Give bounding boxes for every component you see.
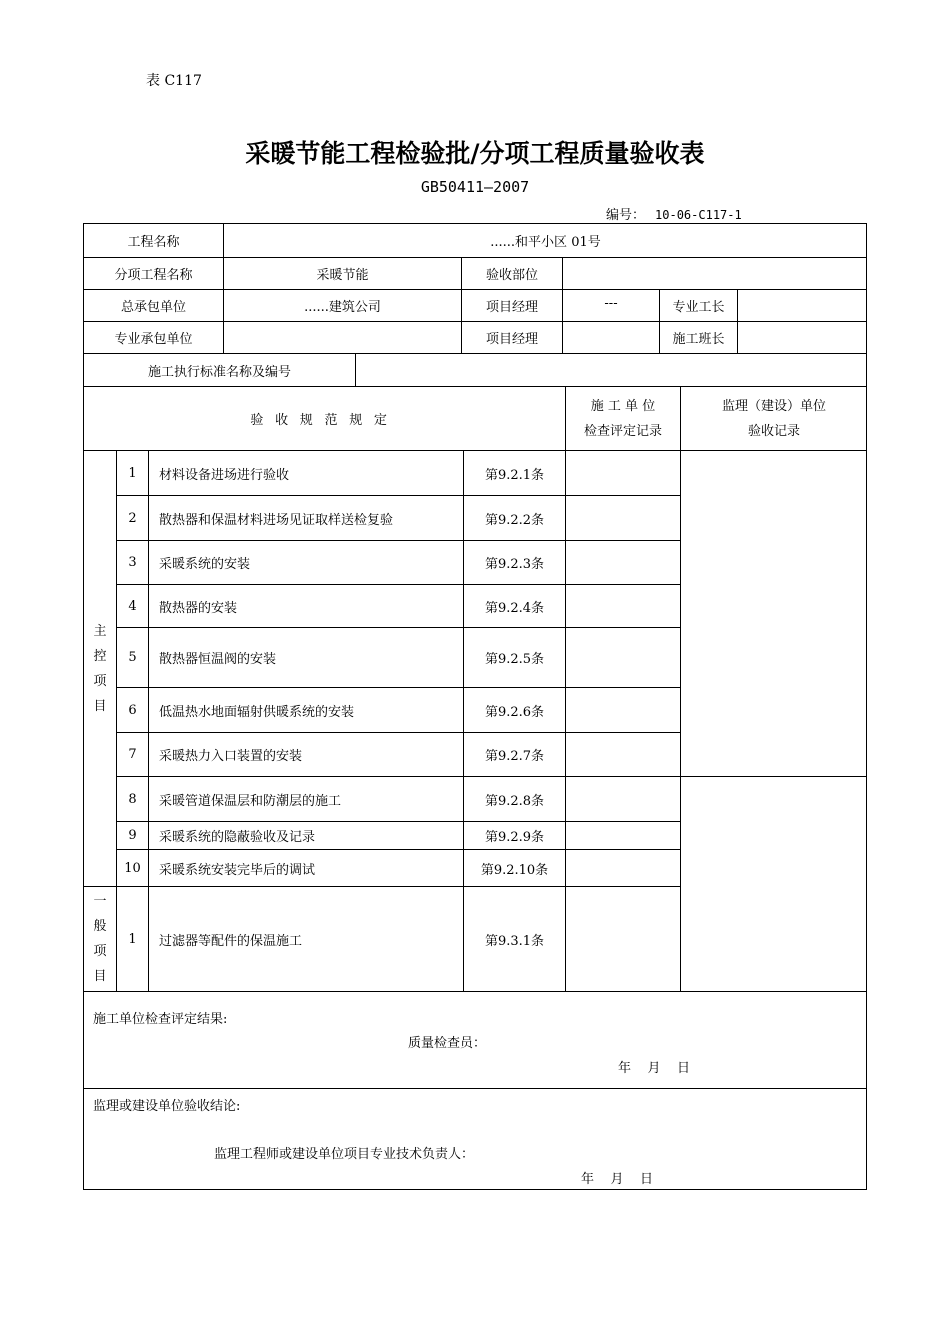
project-manager-label: 项目经理 xyxy=(485,300,538,315)
supervisor-signer-label: 监理工程师或建设单位项目专业技术负责人： xyxy=(214,1147,475,1162)
item-clause: 第9.2.4条 xyxy=(484,600,545,616)
acceptance-part-label: 验收部位 xyxy=(485,268,538,283)
project-name-label: 工程名称 xyxy=(127,235,180,250)
item-name: 散热器恒温阀的安装 xyxy=(159,652,277,667)
supervisor-header-line2: 验收记录 xyxy=(747,423,800,439)
item-clause: 第9.2.7条 xyxy=(484,749,545,764)
rule xyxy=(83,991,867,992)
spec-column-header: 验收规范规定 xyxy=(250,413,399,428)
main-control-items-label xyxy=(84,451,116,886)
item-name: 散热器和保温材料进场见证取样送检复验 xyxy=(159,512,394,528)
sub-project-label: 分项工程名称 xyxy=(114,268,193,283)
quality-inspector-label: 质量检查员： xyxy=(408,1036,487,1051)
item-number: 2 xyxy=(128,510,137,526)
item-name: 采暖热力入口装置的安装 xyxy=(159,749,303,764)
foreman-value[interactable] xyxy=(738,290,867,321)
item-clause: 第9.3.1条 xyxy=(484,933,545,949)
item-clause: 第9.2.2条 xyxy=(484,512,545,528)
standard-value[interactable] xyxy=(356,354,867,386)
item-name: 采暖系统的安装 xyxy=(159,557,251,572)
supervisor-date: 年 月 日 xyxy=(581,1172,654,1187)
team-leader-label: 施工班长 xyxy=(672,332,725,347)
item-number: 1 xyxy=(128,931,137,947)
project-name-value: ......和平小区 01号 xyxy=(490,235,601,250)
item-number: 8 xyxy=(128,791,137,807)
supervisor-result-label: 监理或建设单位验收结论: xyxy=(93,1099,241,1114)
item-name: 采暖系统安装完毕后的调试 xyxy=(159,862,316,878)
contractor-result-label: 施工单位检查评定结果: xyxy=(93,1012,228,1027)
item-number: 10 xyxy=(124,860,141,876)
group-char: 目 xyxy=(93,698,107,714)
form-label: 表 C117 xyxy=(146,73,202,89)
contractor-column-header xyxy=(566,387,680,450)
item-name: 采暖管道保温层和防潮层的施工 xyxy=(159,793,342,809)
group-char: 般 xyxy=(93,919,107,934)
group-char: 主 xyxy=(93,623,107,639)
contractor-header-line1: 施 工 单 位 xyxy=(590,398,656,414)
general-contractor-label: 总承包单位 xyxy=(120,300,186,315)
standard-label: 施工执行标准名称及编号 xyxy=(147,364,291,380)
item-name: 低温热水地面辐射供暖系统的安装 xyxy=(159,704,355,720)
sub-project-value: 采暖节能 xyxy=(316,268,369,283)
rule xyxy=(565,386,566,991)
item-number: 9 xyxy=(128,828,137,843)
group-char: 目 xyxy=(93,969,107,984)
project-manager-value-2[interactable] xyxy=(563,322,659,353)
item-number: 6 xyxy=(128,702,137,718)
form-code xyxy=(606,204,742,223)
item-number: 5 xyxy=(128,650,137,665)
standard-number: GB50411—2007 xyxy=(420,178,530,196)
item-number: 4 xyxy=(128,598,137,614)
item-number: 3 xyxy=(128,555,137,570)
contractor-header-line2: 检查评定记录 xyxy=(583,423,662,439)
acceptance-part-value[interactable] xyxy=(563,258,867,289)
item-name: 过滤器等配件的保温施工 xyxy=(159,933,303,949)
general-contractor-value: ......建筑公司 xyxy=(304,300,381,315)
form-code-value: 10-06-C117-1 xyxy=(655,208,742,222)
item-clause: 第9.2.5条 xyxy=(484,652,545,667)
page-title: 采暖节能工程检验批/分项工程质量验收表 xyxy=(245,139,705,168)
item-name: 材料设备进场进行验收 xyxy=(159,467,290,483)
item-clause: 第9.2.6条 xyxy=(484,704,545,720)
form-code-label: 编号： xyxy=(606,208,646,223)
contractor-date: 年 月 日 xyxy=(618,1061,691,1076)
project-manager-label-2: 项目经理 xyxy=(485,332,538,347)
item-name: 散热器的安装 xyxy=(159,600,238,616)
specialty-contractor-label: 专业承包单位 xyxy=(114,332,193,347)
supervisor-header-line1: 监理（建设）单位 xyxy=(721,398,826,414)
project-manager-value: --- xyxy=(604,296,618,311)
group-char: 项 xyxy=(93,944,107,959)
item-name: 采暖系统的隐蔽验收及记录 xyxy=(159,830,316,845)
specialty-contractor-value[interactable] xyxy=(224,322,461,353)
rule xyxy=(680,386,681,991)
item-clause: 第9.2.8条 xyxy=(484,793,545,809)
item-clause: 第9.2.9条 xyxy=(484,830,545,845)
foreman-label: 专业工长 xyxy=(672,300,725,315)
item-number: 1 xyxy=(128,465,137,481)
group-char: 控 xyxy=(93,648,107,664)
group-char: 一 xyxy=(93,894,107,909)
item-number: 7 xyxy=(128,747,137,762)
item-clause: 第9.2.3条 xyxy=(484,557,545,572)
team-leader-value[interactable] xyxy=(738,322,867,353)
item-clause: 第9.2.10条 xyxy=(480,862,549,878)
general-items-label xyxy=(84,887,116,991)
rule xyxy=(83,1088,867,1089)
item-clause: 第9.2.1条 xyxy=(484,467,545,483)
supervisor-column-header xyxy=(681,387,867,450)
group-char: 项 xyxy=(93,673,107,689)
